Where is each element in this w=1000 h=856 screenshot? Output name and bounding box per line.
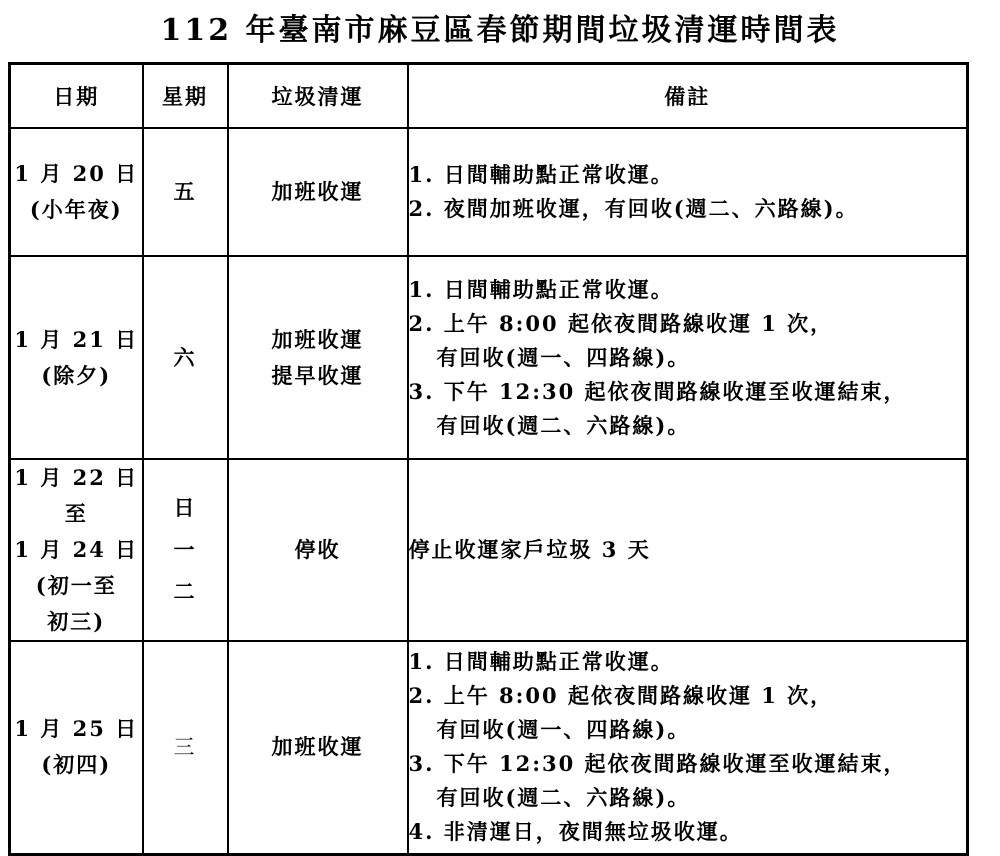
note-line: 1. 日間輔助點正常收運。 — [408, 162, 674, 187]
collection-cell — [228, 641, 408, 854]
collection-line: 加班收運 — [271, 326, 364, 352]
header-date: 日期 — [10, 64, 143, 129]
weekday-cell — [143, 128, 228, 256]
date-line: 至 — [64, 501, 88, 526]
weekday-line: 六 — [173, 344, 197, 370]
note-line: 1. 日間輔助點正常收運。 — [408, 649, 674, 675]
notes-cell — [408, 256, 968, 459]
date-cell — [10, 128, 143, 256]
weekday-line: 日 — [173, 495, 197, 520]
collection-line: 停收 — [294, 537, 341, 562]
collection-line: 提早收運 — [271, 362, 364, 388]
weekday-cell — [143, 256, 228, 459]
header-weekday: 星期 — [143, 64, 228, 129]
note-line: 2. 夜間加班收運，有回收(週二、六路線)。 — [408, 196, 859, 221]
date-line: (初四) — [41, 752, 112, 778]
date-cell — [10, 459, 143, 641]
note-line: 有回收(週二、六路線)。 — [436, 785, 691, 811]
collection-cell — [228, 128, 408, 256]
weekday-line: 二 — [173, 579, 197, 604]
note-line: 2. 上午 8:00 起依夜間路線收運 1 次， — [408, 683, 834, 709]
date-line: 1 月 20 日 — [14, 161, 139, 186]
date-line: (除夕) — [41, 362, 112, 388]
note-line: 3. 下午 12:30 起依夜間路線收運至收運結束， — [408, 378, 907, 404]
header-notes: 備註 — [408, 64, 968, 129]
notes-cell — [408, 641, 968, 854]
weekday-cell — [143, 641, 228, 854]
date-line: 1 月 24 日 — [14, 537, 139, 562]
date-line: (初一至 — [35, 573, 117, 598]
collection-cell — [228, 459, 408, 641]
date-cell — [10, 641, 143, 854]
note-line: 有回收(週二、六路線)。 — [436, 412, 691, 438]
date-cell — [10, 256, 143, 459]
date-line: 初三) — [47, 609, 106, 634]
weekday-line: 一 — [173, 537, 197, 562]
page-title: 112 年臺南市麻豆區春節期間垃圾清運時間表 — [160, 13, 840, 48]
schedule-table — [8, 62, 969, 856]
table-row — [10, 459, 968, 641]
date-line: 1 月 22 日 — [14, 465, 139, 490]
date-line: 1 月 21 日 — [14, 326, 139, 352]
note-line: 停止收運家戶垃圾 3 天 — [408, 537, 651, 562]
table-row — [10, 256, 968, 459]
note-line: 有回收(週一、四路線)。 — [436, 344, 691, 370]
weekday-cell — [143, 459, 228, 641]
date-line: 1 月 25 日 — [14, 716, 139, 742]
table-header-row — [10, 64, 968, 129]
table-row — [10, 128, 968, 256]
note-line: 1. 日間輔助點正常收運。 — [408, 276, 674, 302]
header-collection: 垃圾清運 — [228, 64, 408, 129]
note-line: 有回收(週一、四路線)。 — [436, 717, 691, 743]
weekday-line: 三 — [173, 735, 197, 760]
collection-line: 加班收運 — [271, 179, 364, 204]
collection-cell — [228, 256, 408, 459]
notes-cell — [408, 459, 968, 641]
note-line: 4. 非清運日，夜間無垃圾收運。 — [408, 819, 743, 845]
notes-cell — [408, 128, 968, 256]
collection-line: 加班收運 — [271, 734, 364, 760]
date-line: (小年夜) — [29, 197, 123, 222]
weekday-line: 五 — [173, 179, 197, 204]
note-line: 2. 上午 8:00 起依夜間路線收運 1 次， — [408, 310, 834, 336]
table-row — [10, 641, 968, 854]
note-line: 3. 下午 12:30 起依夜間路線收運至收運結束， — [408, 751, 907, 777]
